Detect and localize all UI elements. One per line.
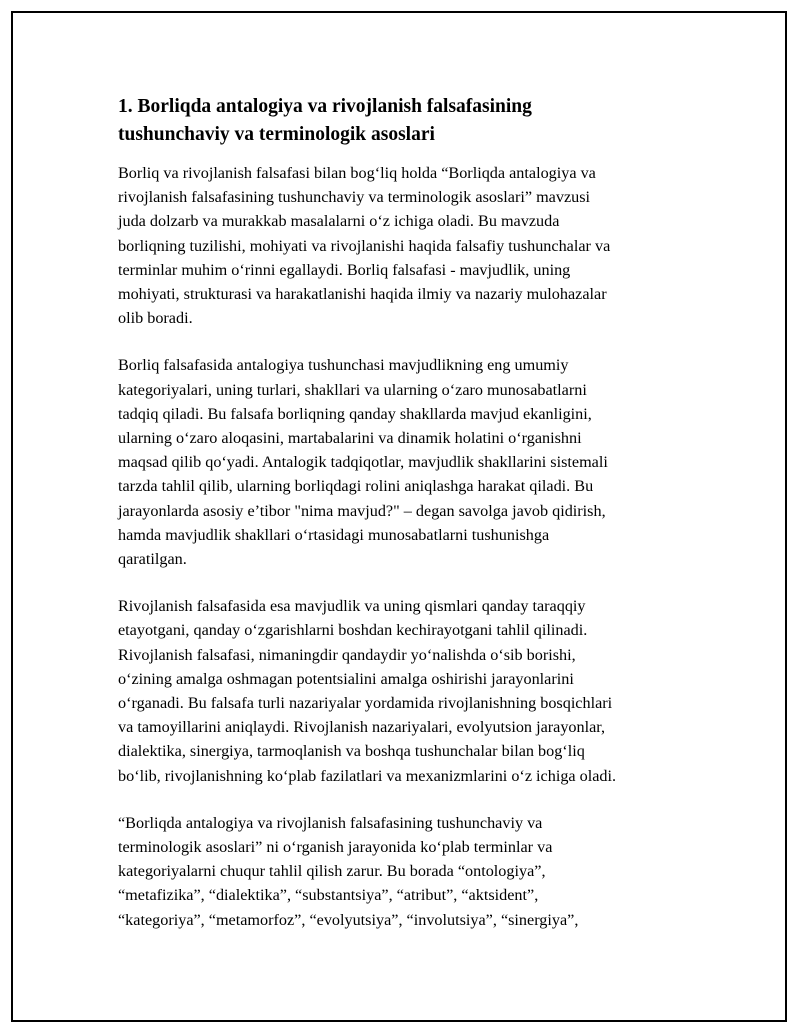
text-line: “Borliqda antalogiya va rivojlanish falsafasining tushunchaviy va [118,813,543,832]
text-line: va tamoyillarini aniqlaydi. Rivojlanish nazariyalari, evolyutsion jarayonlar, [118,718,606,737]
text-line: terminologik asoslari” ni o‘rganish jarayonida ko‘plab terminlar va [118,838,553,857]
text-line: “kategoriya”, “metamorfoz”, “evolyutsiya”, “involutsiya”, “sinergiya”, [118,910,579,929]
text-line: hamda mavjudlik shakllari o‘rtasidagi munosabatlarni tushunishga [118,525,550,544]
text-line: mohiyati, strukturasi va harakatlanishi haqida ilmiy va nazariy mulohazalar [118,285,607,304]
text-line: Borliq falsafasida antalogiya tushunchasi mavjudlikning eng umumiy [118,356,569,375]
paragraph-3 [118,594,693,788]
text-line: olib boradi. [118,309,193,328]
text-line: Rivojlanish falsafasida esa mavjudlik va uning qismlari qanday taraqqiy [118,597,586,616]
text-line: o‘rganadi. Bu falsafa turli nazariyalar yordamida rivojlanishning bosqichlari [118,694,613,713]
text-line: borliqning tuzilishi, mohiyati va rivojlanishi haqida falsafiy tushunchalar va [118,236,611,255]
text-line: “metafizika”, “dialektika”, “substantsiya”, “atribut”, “aktsident”, [118,886,539,905]
text-line: Borliq va rivojlanish falsafasi bilan bog‘liq holda “Borliqda antalogiya va [118,164,596,182]
text-line: etayotgani, qanday o‘zgarishlarni boshdan kechirayotgani tahlil qilinadi. [118,621,588,640]
text-line: maqsad qilib qo‘yadi. Antalogik tadqiqotlar, mavjudlik shakllarini sistemali [118,453,608,472]
heading-line: tushunchaviy va terminologik asoslari [118,124,435,145]
document-body [118,93,693,955]
text-line: tarzda tahlil qilib, ularning borliqdagi rolini aniqlashga harakat qiladi. Bu [118,477,594,496]
text-line: terminlar muhim o‘rinni egallaydi. Borliq falsafasi - mavjudlik, uning [118,260,571,279]
text-line: jarayonlarda asosiy e’tibor "nima mavjud?" – degan savolga javob qidirish, [118,501,606,520]
text-line: Rivojlanish falsafasi, nimaningdir qandaydir yo‘nalishda o‘sib borishi, [118,645,576,664]
text-line: juda dolzarb va murakkab masalalarni o‘z ichiga oladi. Bu mavzuda [118,212,560,231]
heading-line: 1. Borliqda antalogiya va rivojlanish falsafasining [118,96,532,117]
text-line: kategoriyalarni chuqur tahlil qilish zarur. Bu borada “ontologiya”, [118,862,546,881]
paragraph-1 [118,161,693,330]
text-line: o‘zining amalga oshmagan potentsialini amalga oshirishi jarayonlarini [118,669,574,688]
paragraph-4 [118,811,693,932]
paragraph-2 [118,353,693,571]
text-line: qaratilgan. [118,550,187,569]
text-line: bo‘lib, rivojlanishning ko‘plab fazilatlari va mexanizmlarini o‘z ichiga oladi. [118,766,617,785]
section-heading [118,93,693,149]
text-line: dialektika, sinergiya, tarmoqlanish va boshqa tushunchalar bilan bog‘liq [118,742,585,761]
text-line: rivojlanish falsafasining tushunchaviy va terminologik asoslari” mavzusi [118,188,591,207]
text-line: tadqiq qiladi. Bu falsafa borliqning qanday shakllarda mavjud ekanligini, [118,404,592,423]
text-line: ularning o‘zaro aloqasini, martabalarini va dinamik holatini o‘rganishni [118,429,582,448]
text-line: kategoriyalari, uning turlari, shakllari va ularning o‘zaro munosabatlarni [118,380,587,399]
